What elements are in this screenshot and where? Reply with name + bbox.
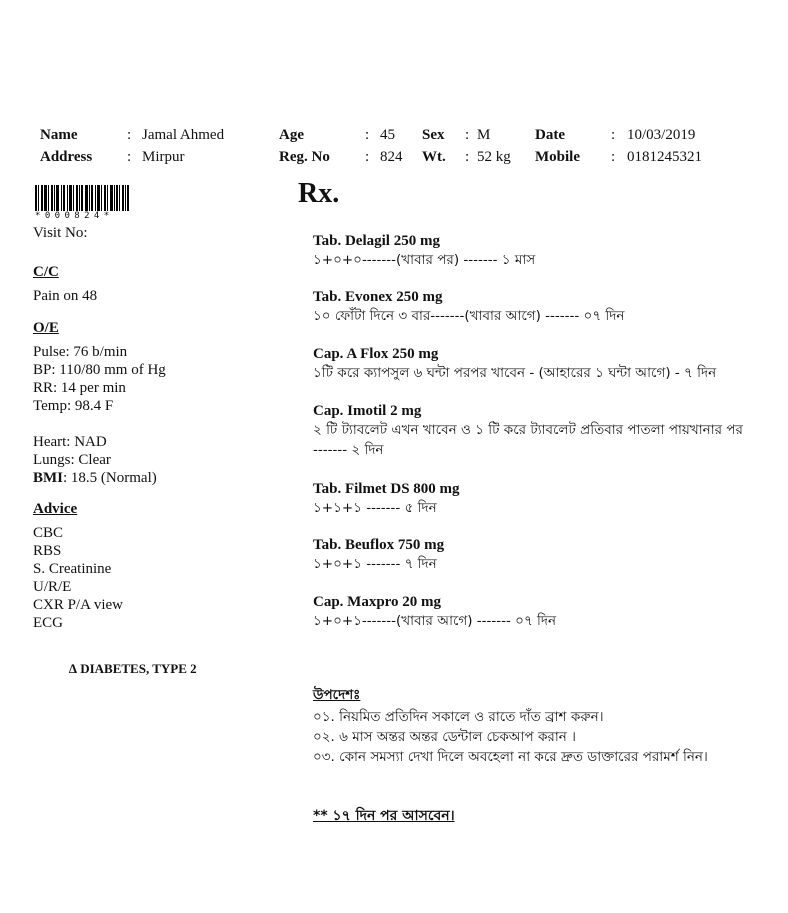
vital-bp: BP: 110/80 mm of Hg: [33, 362, 166, 378]
medicine-name: Cap. Maxpro 20 mg: [313, 594, 442, 610]
medicine-item: [313, 232, 773, 270]
colon: :: [365, 149, 370, 165]
advice-item: U/R/E: [33, 579, 72, 595]
date-label: Date: [535, 127, 565, 143]
sex-label: Sex: [422, 127, 445, 143]
advice-item: S. Creatinine: [33, 561, 112, 577]
patient-info-header: [40, 124, 740, 168]
medicine-name: Tab. Beuflox 750 mg: [313, 537, 445, 553]
patient-age: 45: [380, 127, 395, 143]
regno-label: Reg. No: [279, 149, 330, 165]
instruction-item: ০৩. কোন সমস্যা দেখা দিলে অবহেলা না করে দ্রুত ডাক্তারের পরামর্শ নিন।: [313, 749, 708, 765]
colon: :: [465, 127, 470, 143]
followup-note: ** ১৭ দিন পর আসবেন।: [313, 808, 455, 824]
instruction-item: ০২. ৬ মাস অন্তর অন্তর ডেন্টাল চেকআপ করান ।: [313, 729, 576, 745]
colon: :: [127, 149, 132, 165]
examination-section: [33, 319, 166, 487]
medicine-item: [313, 536, 773, 574]
patient-regno: 824: [380, 149, 403, 165]
barcode: [35, 185, 129, 221]
vital-rr: RR: 14 per min: [33, 380, 126, 396]
barcode-bars: [35, 185, 129, 211]
instructions-section: [313, 684, 783, 767]
advice-item: ECG: [33, 615, 63, 631]
bmi-row: [33, 469, 166, 487]
instructions-title: উপদেশঃ: [313, 687, 361, 703]
rx-title: Rx.: [298, 178, 340, 209]
medicine-dose: ১+০+০-------(খাবার পর) ------- ১ মাস: [313, 252, 536, 268]
cc-item: Pain on 48: [33, 288, 98, 304]
colon: :: [465, 149, 470, 165]
patient-weight: 52 kg: [477, 149, 511, 165]
patient-sex: M: [477, 127, 491, 143]
name-label: Name: [40, 127, 78, 143]
exam-heart: Heart: NAD: [33, 434, 107, 450]
patient-name: Jamal Ahmed: [142, 127, 225, 143]
advice-item: CXR P/A view: [33, 597, 124, 613]
chief-complaint-section: [33, 263, 97, 305]
colon: :: [611, 149, 616, 165]
visit-date: 10/03/2019: [627, 127, 696, 143]
medicine-name: Tab. Evonex 250 mg: [313, 289, 443, 305]
medicine-item: [313, 402, 743, 460]
colon: :: [611, 127, 616, 143]
exam-lungs: Lungs: Clear: [33, 452, 111, 468]
colon: :: [365, 127, 370, 143]
advice-section: [33, 500, 123, 632]
medicine-name: Tab. Delagil 250 mg: [313, 233, 440, 249]
advice-title: Advice: [33, 501, 78, 517]
cc-title: C/C: [33, 264, 59, 280]
vital-temp: Temp: 98.4 F: [33, 398, 114, 414]
patient-address: Mirpur: [142, 149, 185, 165]
bmi-value: : 18.5 (Normal): [63, 470, 157, 486]
patient-mobile: 0181245321: [627, 149, 702, 165]
medicine-item: [313, 480, 773, 518]
medicine-name: Tab. Filmet DS 800 mg: [313, 481, 460, 497]
advice-item: CBC: [33, 525, 64, 541]
medicine-dose: ২ টি ট্যাবলেট এখন খাবেন ও ১ টি করে ট্যাবলেট প্রতিবার পাতলা পায়খানার পর ------- ২ দিন: [313, 422, 743, 458]
vital-pulse: Pulse: 76 b/min: [33, 344, 128, 360]
medicine-name: Cap. A Flox 250 mg: [313, 346, 439, 362]
medicine-dose: ১০ ফোঁটা দিনে ৩ বার-------(খাবার আগে) ------- ০৭ দিন: [313, 308, 625, 324]
diagnosis: ∆ DIABETES, TYPE 2: [69, 661, 197, 676]
medicine-dose: ১+১+১ ------- ৫ দিন: [313, 500, 437, 516]
instruction-item: ০১. নিয়মিত প্রতিদিন সকালে ও রাতে দাঁত ব্রাশ করুন।: [313, 709, 604, 725]
medicine-dose: ১+০+১-------(খাবার আগে) ------- ০৭ দিন: [313, 613, 557, 629]
medicine-dose: ১টি করে ক্যাপসুল ৬ ঘন্টা পরপর খাবেন - (আহারের ১ ঘন্টা আগে) - ৭ দিন: [313, 365, 717, 381]
visit-no-label: Visit No:: [33, 225, 88, 241]
colon: :: [127, 127, 132, 143]
medicine-name: Cap. Imotil 2 mg: [313, 403, 422, 419]
medicine-item: [313, 288, 773, 326]
oe-title: O/E: [33, 320, 59, 336]
advice-item: RBS: [33, 543, 62, 559]
mobile-label: Mobile: [535, 149, 580, 165]
barcode-text: *000824*: [35, 211, 114, 221]
age-label: Age: [279, 127, 304, 143]
bmi-label: BMI: [33, 470, 63, 486]
medicine-dose: ১+০+১ ------- ৭ দিন: [313, 556, 437, 572]
address-label: Address: [40, 149, 93, 165]
weight-label: Wt.: [422, 149, 446, 165]
medicine-item: [313, 345, 773, 383]
medicine-item: [313, 593, 773, 631]
